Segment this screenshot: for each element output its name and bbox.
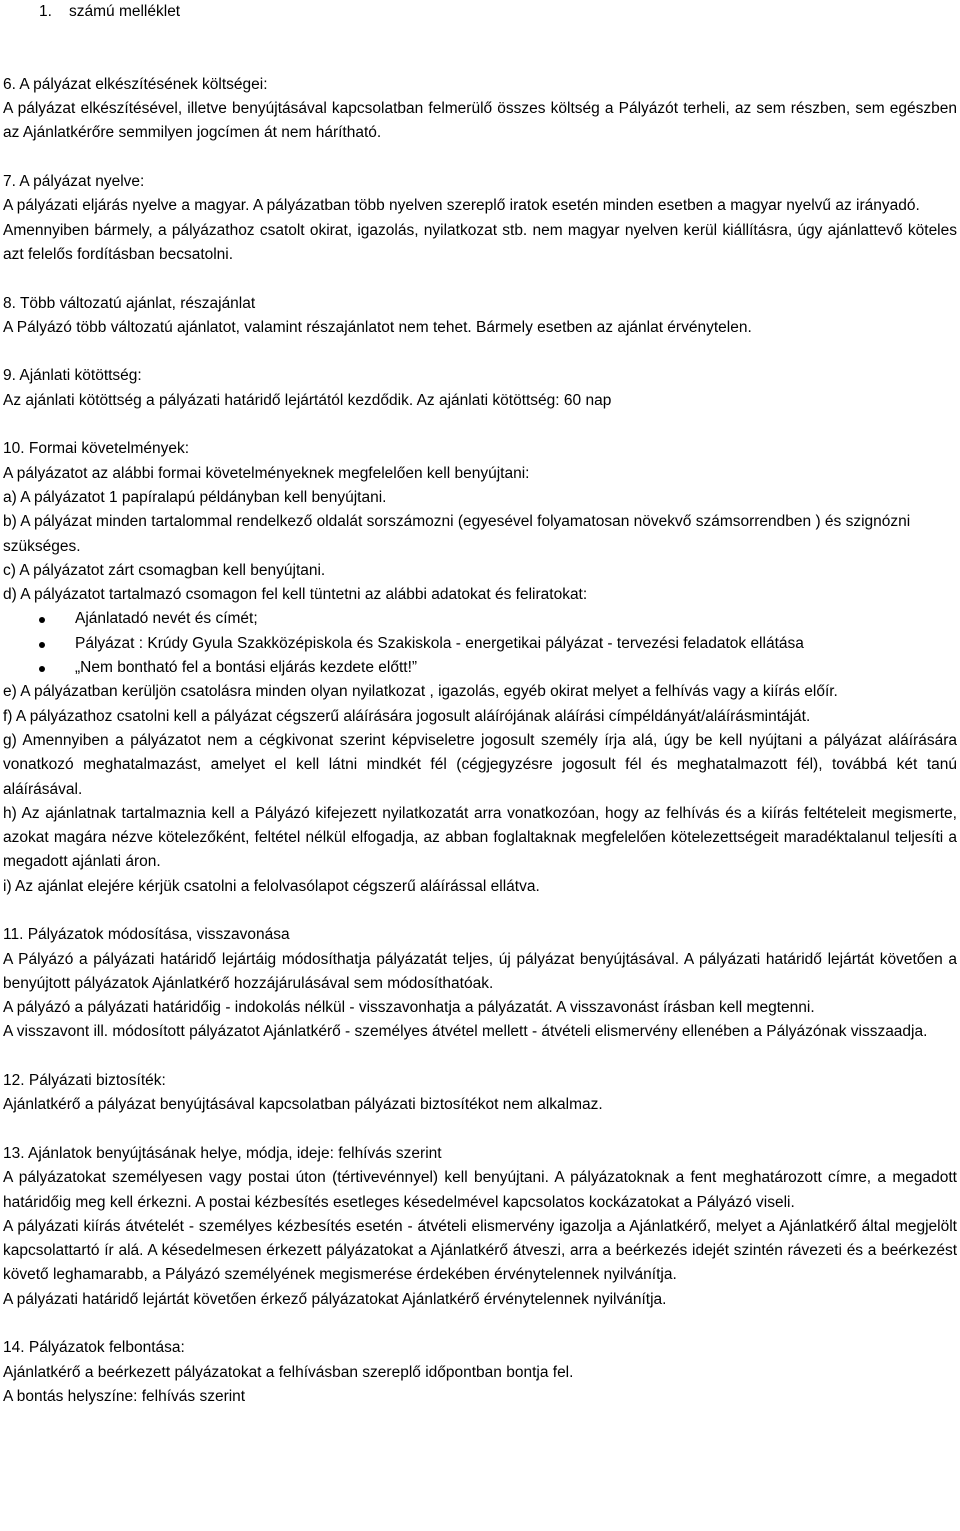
section-14-paragraph-1: Ajánlatkérő a beérkezett pályázatokat a felhívásban szereplő időpontban bontja fel. [3, 1363, 574, 1381]
requirement-h: h) Az ajánlatnak tartalmaznia kell a Pályázó kifejezett nyilatkozatát arra vonatkozóan, hogy az felhívás és a kiírás feltételeit megismerte, azokat magára nézve kötelezőként, feltétel nélkül elfogadja, az abban foglaltaknak megfelelően kötelezettségeit maradéktalanul teljesíti a megadott ajánlati áron. [3, 804, 957, 871]
annex-label: számú melléklet [69, 3, 181, 20]
section-6-title: 6. A pályázat elkészítésének költségei: [3, 75, 268, 93]
section-12-paragraph: Ajánlatkérő a pályázat benyújtásával kapcsolatban pályázati biztosítékot nem alkalmaz. [3, 1096, 603, 1114]
bullet-icon [39, 642, 45, 648]
requirement-e: e) A pályázatban kerüljön csatolásra minden olyan nyilatkozat , igazolás, egyéb okirat melyet a felhívás vagy a kiírás előír. [3, 683, 838, 701]
section-12-title: 12. Pályázati biztosíték: [3, 1072, 166, 1090]
section-9-paragraph: Az ajánlati kötöttség a pályázati határidő lejártától kezdődik. Az ajánlati kötöttség: 60 nap [3, 391, 612, 409]
list-item [3, 607, 957, 631]
section-10-intro: A pályázatot az alábbi formai követelményeknek megfelelően kell benyújtani: [3, 464, 530, 482]
section-11-title: 11. Pályázatok módosítása, visszavonása [3, 926, 290, 944]
annex-number: 1. [39, 3, 52, 20]
bullet-icon [39, 666, 45, 672]
section-10-title: 10. Formai követelmények: [3, 440, 190, 458]
section-13-title: 13. Ajánlatok benyújtásának helye, módja, ideje: felhívás szerint [3, 1144, 442, 1162]
label-bullet-list [3, 607, 957, 680]
section-13 [3, 1142, 957, 1312]
section-13-paragraph-1: A pályázatokat személyesen vagy postai úton (tértivevénnyel) kell benyújtani. A pályázatoknak a fent meghatározott címre, a megadott határidőig meg kell érkezni. A postai kézbesítés esetleges késedelmével kapcsolatos kockázatokat a Pályázó viseli. [3, 1169, 957, 1211]
section-13-paragraph-3: A pályázati határidő lejártát követően érkező pályázatokat Ajánlatkérő érvénytelennek nyilvánítja. [3, 1290, 667, 1308]
section-9 [3, 364, 957, 413]
section-7 [3, 170, 957, 267]
list-item-text: Pályázat : Krúdy Gyula Szakközépiskola és Szakiskola - energetikai pályázat - tervezési feladatok ellátása [75, 634, 804, 652]
section-14 [3, 1336, 957, 1409]
section-11-paragraph-1: A Pályázó a pályázati határidő lejártáig módosíthatja pályázatát teljes, új pályázat benyújtásával. A pályázati határidő lejártát követően a benyújtott pályázatok Ajánlatkérő hozzájárulásával sem módosíthatóak. [3, 950, 957, 992]
requirement-b: b) A pályázat minden tartalommal rendelkező oldalát sorszámozni (egyesével folyamatosan növekvő számsorrendben ) és szignózni szükséges. [3, 513, 911, 555]
section-14-title: 14. Pályázatok felbontása: [3, 1339, 185, 1357]
section-6 [3, 73, 957, 146]
section-14-paragraph-2: A bontás helyszíne: felhívás szerint [3, 1387, 246, 1405]
section-7-paragraph-1: A pályázati eljárás nyelve a magyar. A pályázatban több nyelven szereplő iratok esetén minden esetben a magyar nyelvű az irányadó. [3, 197, 920, 215]
requirement-g: g) Amennyiben a pályázatot nem a cégkivonat szerint képviseletre jogosult személy írja alá, úgy be kell nyújtani a pályázat aláírására vonatkozó meghatalmazást, amelyet el kell látni mindkét fél (cégjegyzésre jogosult fél és meghatalmazott fél), továbbá két tanú aláírásával. [3, 731, 957, 798]
requirement-a: a) A pályázatot 1 papíralapú példányban kell benyújtani. [3, 488, 387, 506]
section-12 [3, 1069, 957, 1118]
section-8-paragraph: A Pályázó több változatú ajánlatot, valamint részajánlatot nem tehet. Bármely esetben az ajánlat érvénytelen. [3, 318, 752, 336]
list-item [3, 632, 957, 656]
requirement-f: f) A pályázathoz csatolni kell a pályázat cégszerű aláírására jogosult aláírójának aláírási címpéldányát/aláírásmintáját. [3, 707, 811, 725]
requirement-i: i) Az ajánlat elejére kérjük csatolni a felolvasólapot cégszerű aláírással ellátva. [3, 877, 540, 895]
bullet-icon [39, 617, 45, 623]
requirement-d: d) A pályázatot tartalmazó csomagon fel kell tüntetni az alábbi adatokat és feliratokat: [3, 586, 588, 604]
list-item-text: „Nem bontható fel a bontási eljárás kezdete előtt!” [75, 659, 418, 677]
section-9-title: 9. Ajánlati kötöttség: [3, 367, 142, 385]
section-7-paragraph-2: Amennyiben bármely, a pályázathoz csatolt okirat, igazolás, nyilatkozat stb. nem magyar nyelven kerül kiállításra, úgy ajánlattevő köteles azt felelős fordításban becsatolni. [3, 221, 957, 263]
section-11-paragraph-2: A pályázó a pályázati határidőig - indokolás nélkül - visszavonhatja a pályázatát. A visszavonást írásban kell megtenni. [3, 999, 815, 1017]
section-8-title: 8. Több változatú ajánlat, részajánlat [3, 294, 256, 312]
section-6-paragraph: A pályázat elkészítésével, illetve benyújtásával kapcsolatban felmerülő összes költség a Pályázót terheli, az sem részben, sem egészben az Ajánlatkérőre semmilyen jogcímen át nem hárítható. [3, 100, 957, 142]
requirement-c: c) A pályázatot zárt csomagban kell benyújtani. [3, 561, 326, 579]
section-11-paragraph-3: A visszavont ill. módosított pályázatot Ajánlatkérő - személyes átvétel mellett - átvételi elismervény ellenében a Pályázónak visszaadja. [3, 1023, 928, 1041]
section-13-paragraph-2: A pályázati kiírás átvételét - személyes kézbesítés esetén - átvételi elismervény igazolja a Ajánlatkérő, melyet a Ajánlatkérő által megjelölt kapcsolattartó ír alá. A késedelmesen érkezett pályázatokat a Ajánlatkérő átveszi, arra a beérkezés idejét szintén rávezeti és a beérkezést követő leghamarabb, a Pályázó személyének megismerése érdekében érvénytelennek nyilvánítja. [3, 1217, 957, 1284]
section-8 [3, 292, 957, 341]
section-10 [3, 437, 957, 899]
section-7-title: 7. A pályázat nyelve: [3, 173, 145, 191]
annex-header [3, 0, 957, 24]
list-item-text: Ajánlatadó nevét és címét; [75, 610, 258, 628]
section-11 [3, 923, 957, 1044]
list-item [3, 656, 957, 680]
